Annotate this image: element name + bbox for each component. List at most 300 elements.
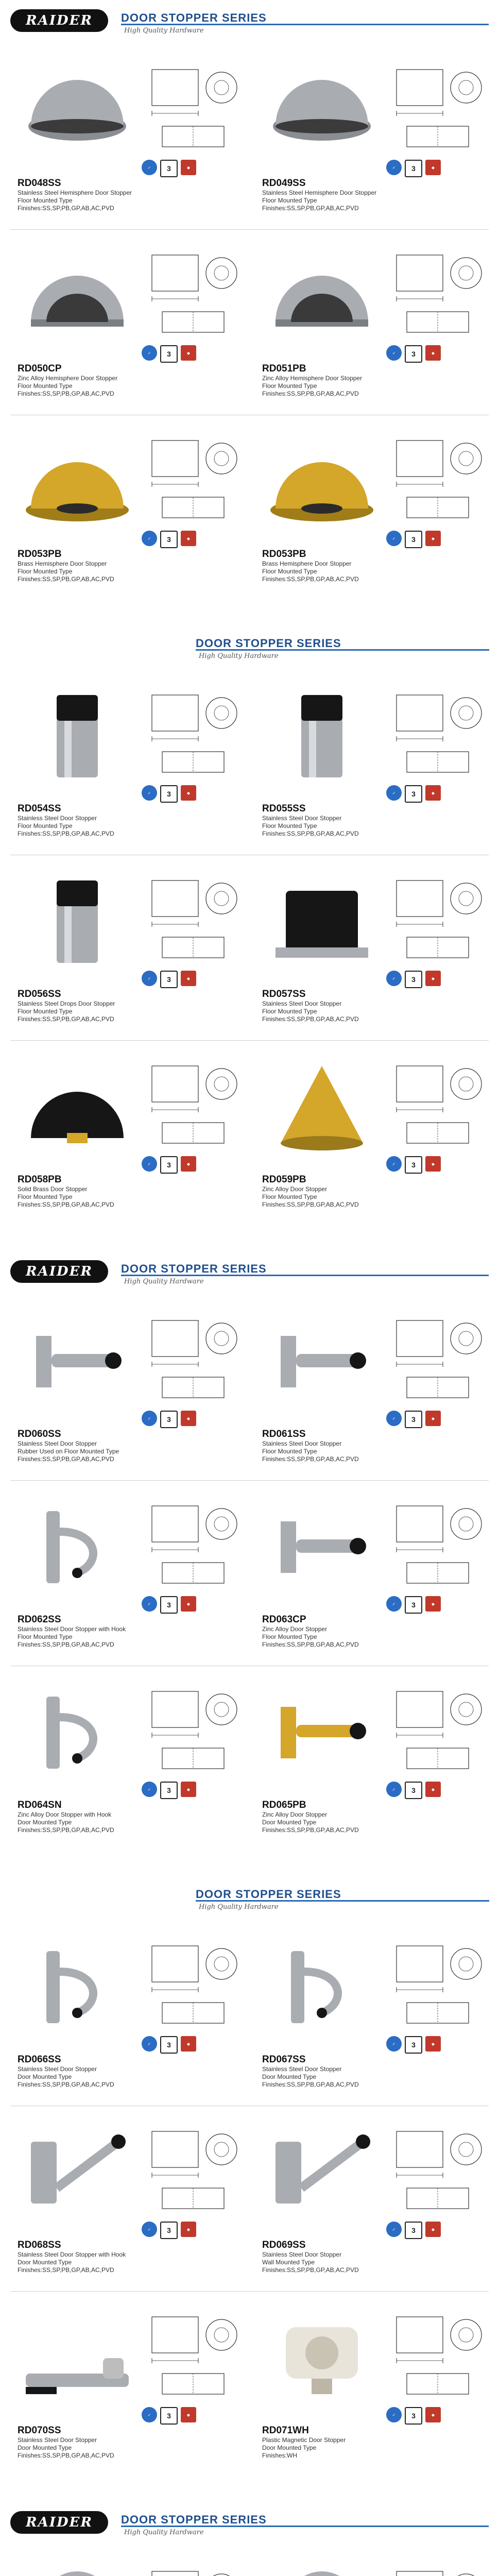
product-info — [262, 989, 489, 1023]
product-card[interactable] — [255, 2296, 492, 2482]
product-code: RD063CP — [262, 1614, 306, 1625]
product-photo — [260, 1300, 384, 1423]
badge-row — [142, 971, 196, 988]
product-code: RD053PB — [262, 549, 306, 560]
product-photo — [15, 674, 139, 798]
product-desc-line: Floor Mounted Type — [262, 822, 317, 829]
product-desc-line: Zinc Alloy Door Stopper — [262, 1625, 328, 1633]
product-desc-line: Finishes:SS,SP,PB,GP,AB,AC,PVD — [262, 830, 359, 837]
badge-row — [386, 2036, 441, 2054]
product-photo — [15, 1045, 139, 1169]
product-desc-line: Zinc Alloy Door Stopper — [262, 1811, 328, 1818]
product-desc-line: Finishes:SS,SP,PB,GP,AB,AC,PVD — [18, 205, 114, 212]
product-desc-line: Floor Mounted Type — [262, 1448, 317, 1455]
product-desc-line: Finishes:SS,SP,PB,GP,AB,AC,PVD — [18, 2081, 114, 2088]
product-info — [262, 1429, 489, 1463]
product-card[interactable] — [10, 674, 247, 860]
product-code: RD069SS — [262, 2240, 306, 2250]
certification-badge-icon: ✓ — [142, 1156, 157, 1172]
certification-badge-icon: ✓ — [142, 345, 157, 361]
badge-row — [142, 1411, 196, 1428]
product-card[interactable] — [10, 2551, 247, 2576]
certification-badge-icon: ✓ — [386, 345, 402, 361]
series-ribbon — [121, 2513, 489, 2536]
warranty-badge-icon: 3 — [405, 2222, 422, 2239]
finish-badge-icon: ◆ — [181, 1596, 196, 1612]
product-photo — [260, 2111, 384, 2234]
logo-wordmark: RAIDER — [26, 1264, 93, 1279]
page-header — [10, 1886, 489, 1909]
certification-badge-icon: ✓ — [142, 2407, 157, 2422]
product-desc-line: Finishes:WH — [262, 2452, 298, 2459]
product-desc-line: Stainless Steel Door Stopper — [262, 2065, 342, 2073]
finish-badge-icon: ◆ — [425, 785, 441, 801]
product-desc-line: Brass Hemisphere Door Stopper — [18, 560, 107, 567]
product-info — [18, 1614, 244, 1649]
certification-badge-icon: ✓ — [142, 785, 157, 801]
product-photo — [260, 674, 384, 798]
catalog-page — [0, 2502, 499, 2576]
certification-badge-icon: ✓ — [386, 971, 402, 986]
badge-row — [142, 785, 196, 803]
series-ribbon — [121, 1262, 489, 1285]
certification-badge-icon: ✓ — [142, 531, 157, 546]
finish-badge-icon: ◆ — [181, 2222, 196, 2237]
technical-drawing — [142, 1305, 245, 1408]
warranty-badge-icon: 3 — [160, 2222, 178, 2239]
product-card[interactable] — [10, 420, 247, 605]
product-desc-line: Finishes:SS,SP,PB,GP,AB,AC,PVD — [262, 1826, 359, 1834]
certification-badge-icon: ✓ — [386, 1156, 402, 1172]
technical-drawing — [142, 2116, 245, 2219]
product-desc-line: Floor Mounted Type — [18, 1193, 73, 1200]
technical-drawing — [142, 1676, 245, 1779]
product-desc-line: Door Mounted Type — [262, 1819, 317, 1826]
product-photo — [260, 1045, 384, 1169]
product-card[interactable] — [255, 1485, 492, 1671]
badge-row — [386, 160, 441, 177]
certification-badge-icon: ✓ — [142, 2036, 157, 2052]
product-desc-line: Door Mounted Type — [262, 2444, 317, 2451]
product-code: RD071WH — [262, 2425, 309, 2436]
badge-row — [386, 1596, 441, 1614]
product-code: RD058PB — [18, 1174, 62, 1185]
warranty-badge-icon: 3 — [405, 1596, 422, 1614]
product-code: RD054SS — [18, 803, 61, 814]
technical-drawing — [142, 1930, 245, 2033]
logo-wordmark: RAIDER — [26, 13, 93, 28]
series-title: DOOR STOPPER SERIES — [121, 1262, 267, 1275]
badge-row — [142, 2407, 196, 2425]
badge-row — [386, 2222, 441, 2239]
brand-logo — [10, 9, 108, 32]
warranty-badge-icon: 3 — [405, 531, 422, 548]
technical-drawing — [386, 2116, 489, 2219]
badge-row — [142, 160, 196, 177]
product-photo — [15, 1300, 139, 1423]
warranty-badge-icon: 3 — [160, 531, 178, 548]
product-info — [18, 1174, 244, 1209]
product-code: RD051PB — [262, 363, 306, 374]
finish-badge-icon: ◆ — [181, 160, 196, 175]
product-photo — [15, 49, 139, 173]
product-code: RD065PB — [262, 1800, 306, 1810]
product-desc-line: Zinc Alloy Hemisphere Door Stopper — [18, 375, 118, 382]
product-info — [18, 363, 244, 398]
finish-badge-icon: ◆ — [181, 971, 196, 986]
badge-row — [142, 1156, 196, 1174]
technical-drawing — [142, 425, 245, 528]
product-desc-line: Finishes:SS,SP,PB,GP,AB,AC,PVD — [18, 575, 114, 583]
technical-drawing — [386, 2556, 489, 2576]
product-code: RD057SS — [262, 989, 306, 999]
badge-row — [142, 2036, 196, 2054]
product-info — [262, 1800, 489, 1834]
certification-badge-icon: ✓ — [386, 2407, 402, 2422]
product-desc-line: Floor Mounted Type — [262, 1633, 317, 1640]
product-card[interactable] — [10, 2296, 247, 2482]
product-desc-line: Finishes:SS,SP,PB,GP,AB,AC,PVD — [18, 1641, 114, 1648]
page-header — [10, 635, 489, 658]
certification-badge-icon: ✓ — [386, 1596, 402, 1612]
product-desc-line: Finishes:SS,SP,PB,GP,AB,AC,PVD — [262, 1455, 359, 1463]
technical-drawing — [386, 54, 489, 157]
row-divider — [10, 2291, 489, 2292]
technical-drawing — [386, 1305, 489, 1408]
badge-row — [386, 2407, 441, 2425]
product-desc-line: Stainless Steel Door Stopper — [262, 1440, 342, 1447]
finish-badge-icon: ◆ — [425, 1596, 441, 1612]
technical-drawing — [386, 425, 489, 528]
product-info — [262, 178, 489, 212]
series-title: DOOR STOPPER SERIES — [196, 1888, 341, 1901]
product-card[interactable] — [255, 1925, 492, 2111]
product-info — [262, 363, 489, 398]
product-code: RD049SS — [262, 178, 306, 189]
finish-badge-icon: ◆ — [181, 345, 196, 361]
product-desc-line: Finishes:SS,SP,PB,GP,AB,AC,PVD — [18, 1455, 114, 1463]
series-subtitle: High Quality Hardware — [199, 652, 279, 660]
product-desc-line: Finishes:SS,SP,PB,GP,AB,AC,PVD — [18, 1826, 114, 1834]
technical-drawing — [386, 1930, 489, 2033]
product-photo — [15, 2296, 139, 2420]
product-desc-line: Finishes:SS,SP,PB,GP,AB,AC,PVD — [18, 830, 114, 837]
product-card[interactable] — [255, 2111, 492, 2296]
technical-drawing — [142, 680, 245, 783]
series-subtitle: High Quality Hardware — [199, 1903, 279, 1911]
product-desc-line: Finishes:SS,SP,PB,GP,AB,AC,PVD — [262, 1641, 359, 1648]
catalog-page — [0, 625, 499, 1251]
product-desc-line: Floor Mounted Type — [18, 568, 73, 575]
product-card[interactable] — [10, 1045, 247, 1231]
badge-row — [386, 1782, 441, 1799]
warranty-badge-icon: 3 — [405, 160, 422, 177]
series-title: DOOR STOPPER SERIES — [196, 637, 341, 650]
product-info — [18, 2240, 244, 2274]
product-desc-line: Stainless Steel Door Stopper — [18, 815, 97, 822]
product-desc-line: Door Mounted Type — [18, 2444, 72, 2451]
product-info — [262, 2240, 489, 2274]
product-card[interactable] — [255, 1671, 492, 1856]
product-info — [18, 2425, 244, 2460]
product-card[interactable] — [255, 1045, 492, 1231]
product-desc-line: Floor Mounted Type — [18, 382, 73, 389]
product-desc-line: Stainless Steel Door Stopper — [262, 1000, 342, 1007]
product-desc-line: Finishes:SS,SP,PB,GP,AB,AC,PVD — [18, 1201, 114, 1208]
logo-wordmark: RAIDER — [26, 2515, 93, 2530]
finish-badge-icon: ◆ — [181, 1411, 196, 1426]
product-desc-line: Plastic Magnetic Door Stopper — [262, 2436, 346, 2444]
product-desc-line: Finishes:SS,SP,PB,GP,AB,AC,PVD — [262, 2266, 359, 2274]
product-desc-line: Finishes:SS,SP,PB,GP,AB,AC,PVD — [18, 1015, 114, 1023]
certification-badge-icon: ✓ — [142, 1782, 157, 1797]
product-desc-line: Stainless Steel Door Stopper — [262, 2251, 342, 2258]
product-code: RD048SS — [18, 178, 61, 189]
finish-badge-icon: ◆ — [181, 1156, 196, 1172]
product-card[interactable] — [10, 1925, 247, 2111]
warranty-badge-icon: 3 — [160, 2407, 178, 2425]
product-desc-line: Floor Mounted Type — [18, 1633, 73, 1640]
product-desc-line: Zinc Alloy Door Stopper with Hook — [18, 1811, 112, 1818]
finish-badge-icon: ◆ — [181, 531, 196, 546]
finish-badge-icon: ◆ — [425, 2036, 441, 2052]
technical-drawing — [142, 2301, 245, 2404]
warranty-badge-icon: 3 — [160, 2036, 178, 2054]
badge-row — [386, 1411, 441, 1428]
page-header — [10, 9, 489, 33]
product-desc-line: Floor Mounted Type — [262, 382, 317, 389]
product-photo — [260, 49, 384, 173]
product-card[interactable] — [10, 1671, 247, 1856]
technical-drawing — [142, 1050, 245, 1154]
product-desc-line: Stainless Steel Door Stopper — [18, 1440, 97, 1447]
warranty-badge-icon: 3 — [405, 1782, 422, 1799]
technical-drawing — [386, 240, 489, 343]
series-ribbon — [121, 11, 489, 35]
product-info — [262, 1174, 489, 1209]
product-desc-line: Solid Brass Door Stopper — [18, 1185, 88, 1193]
technical-drawing — [386, 1490, 489, 1594]
product-code: RD067SS — [262, 2054, 306, 2065]
product-photo — [15, 860, 139, 984]
product-photo — [260, 2296, 384, 2420]
product-code: RD066SS — [18, 2054, 61, 2065]
badge-row — [142, 531, 196, 548]
product-desc-line: Finishes:SS,SP,PB,GP,AB,AC,PVD — [262, 205, 359, 212]
product-info — [18, 2054, 244, 2089]
certification-badge-icon: ✓ — [386, 2036, 402, 2052]
series-ribbon — [196, 1888, 489, 1911]
warranty-badge-icon: 3 — [405, 971, 422, 988]
certification-badge-icon: ✓ — [142, 971, 157, 986]
technical-drawing — [142, 865, 245, 968]
product-card[interactable] — [10, 860, 247, 1045]
series-subtitle: High Quality Hardware — [124, 2529, 204, 2536]
product-code: RD070SS — [18, 2425, 61, 2436]
product-code: RD061SS — [262, 1429, 306, 1439]
product-photo — [15, 2551, 139, 2576]
badge-row — [386, 971, 441, 988]
product-desc-line: Stainless Steel Hemisphere Door Stopper — [18, 189, 132, 196]
series-title: DOOR STOPPER SERIES — [121, 11, 267, 24]
product-card[interactable] — [10, 49, 247, 234]
finish-badge-icon: ◆ — [181, 2036, 196, 2052]
product-card[interactable] — [255, 420, 492, 605]
product-card[interactable] — [10, 1300, 247, 1485]
technical-drawing — [142, 54, 245, 157]
finish-badge-icon: ◆ — [181, 1782, 196, 1797]
finish-badge-icon: ◆ — [425, 2407, 441, 2422]
technical-drawing — [142, 2556, 245, 2576]
series-subtitle: High Quality Hardware — [124, 27, 204, 35]
product-card[interactable] — [255, 674, 492, 860]
technical-drawing — [142, 240, 245, 343]
technical-drawing — [386, 865, 489, 968]
certification-badge-icon: ✓ — [386, 2222, 402, 2237]
product-info — [18, 989, 244, 1023]
finish-badge-icon: ◆ — [425, 971, 441, 986]
product-card[interactable] — [255, 1300, 492, 1485]
certification-badge-icon: ✓ — [142, 1411, 157, 1426]
product-card[interactable] — [10, 234, 247, 420]
warranty-badge-icon: 3 — [405, 785, 422, 803]
product-desc-line: Floor Mounted Type — [18, 197, 73, 204]
product-desc-line: Finishes:SS,SP,PB,GP,AB,AC,PVD — [262, 2081, 359, 2088]
product-photo — [15, 420, 139, 544]
product-code: RD050CP — [18, 363, 62, 374]
certification-badge-icon: ✓ — [386, 785, 402, 801]
brand-logo — [10, 1260, 108, 1283]
catalog-page — [0, 1251, 499, 1876]
product-photo — [15, 1925, 139, 2049]
product-info — [18, 1800, 244, 1834]
warranty-badge-icon: 3 — [160, 971, 178, 988]
product-desc-line: Finishes:SS,SP,PB,GP,AB,AC,PVD — [18, 2266, 114, 2274]
product-code: RD060SS — [18, 1429, 61, 1439]
finish-badge-icon: ◆ — [425, 531, 441, 546]
warranty-badge-icon: 3 — [160, 1411, 178, 1428]
warranty-badge-icon: 3 — [405, 345, 422, 363]
product-desc-line: Wall Mounted Type — [262, 2259, 315, 2266]
warranty-badge-icon: 3 — [160, 1156, 178, 1174]
product-desc-line: Stainless Steel Door Stopper — [262, 815, 342, 822]
product-code: RD068SS — [18, 2240, 61, 2250]
product-desc-line: Floor Mounted Type — [262, 197, 317, 204]
badge-row — [386, 785, 441, 803]
product-desc-line: Finishes:SS,SP,PB,GP,AB,AC,PVD — [18, 390, 114, 397]
product-card[interactable] — [10, 2111, 247, 2296]
product-desc-line: Finishes:SS,SP,PB,GP,AB,AC,PVD — [18, 2452, 114, 2459]
product-desc-line: Door Mounted Type — [262, 2073, 317, 2080]
product-photo — [260, 2551, 384, 2576]
product-info — [18, 549, 244, 583]
warranty-badge-icon: 3 — [160, 785, 178, 803]
technical-drawing — [142, 1490, 245, 1594]
product-desc-line: Door Mounted Type — [18, 1819, 72, 1826]
finish-badge-icon: ◆ — [425, 345, 441, 361]
row-divider — [10, 1480, 489, 1481]
warranty-badge-icon: 3 — [405, 1156, 422, 1174]
technical-drawing — [386, 1050, 489, 1154]
product-desc-line: Finishes:SS,SP,PB,GP,AB,AC,PVD — [262, 1015, 359, 1023]
product-desc-line: Stainless Steel Hemisphere Door Stopper — [262, 189, 377, 196]
finish-badge-icon: ◆ — [181, 2407, 196, 2422]
row-divider — [10, 229, 489, 230]
badge-row — [142, 2222, 196, 2239]
product-photo — [260, 1671, 384, 1794]
finish-badge-icon: ◆ — [425, 2222, 441, 2237]
series-title: DOOR STOPPER SERIES — [121, 2513, 267, 2526]
certification-badge-icon: ✓ — [386, 160, 402, 175]
product-photo — [260, 1925, 384, 2049]
product-card[interactable] — [255, 234, 492, 420]
product-desc-line: Finishes:SS,SP,PB,GP,AB,AC,PVD — [262, 575, 359, 583]
badge-row — [142, 1782, 196, 1799]
warranty-badge-icon: 3 — [405, 1411, 422, 1428]
product-desc-line: Stainless Steel Door Stopper with Hook — [18, 2251, 126, 2258]
finish-badge-icon: ◆ — [181, 785, 196, 801]
certification-badge-icon: ✓ — [142, 1596, 157, 1612]
product-photo — [260, 860, 384, 984]
page-header — [10, 1260, 489, 1284]
badge-row — [386, 531, 441, 548]
product-desc-line: Floor Mounted Type — [262, 1008, 317, 1015]
product-card[interactable] — [255, 860, 492, 1045]
catalog-page — [0, 0, 499, 625]
badge-row — [142, 1596, 196, 1614]
warranty-badge-icon: 3 — [160, 345, 178, 363]
badge-row — [386, 1156, 441, 1174]
product-info — [262, 2054, 489, 2089]
catalog-page — [0, 1876, 499, 2502]
certification-badge-icon: ✓ — [386, 531, 402, 546]
product-desc-line: Stainless Steel Door Stopper — [18, 2065, 97, 2073]
warranty-badge-icon: 3 — [160, 1782, 178, 1799]
product-photo — [15, 1485, 139, 1609]
product-code: RD053PB — [18, 549, 62, 560]
product-card[interactable] — [255, 49, 492, 234]
certification-badge-icon: ✓ — [142, 2222, 157, 2237]
technical-drawing — [386, 680, 489, 783]
product-card[interactable] — [10, 1485, 247, 1671]
certification-badge-icon: ✓ — [386, 1411, 402, 1426]
product-code: RD056SS — [18, 989, 61, 999]
brand-logo — [10, 2511, 108, 2534]
product-card[interactable] — [255, 2551, 492, 2576]
row-divider — [10, 1040, 489, 1041]
finish-badge-icon: ◆ — [425, 1156, 441, 1172]
product-desc-line: Stainless Steel Door Stopper — [18, 2436, 97, 2444]
product-photo — [15, 1671, 139, 1794]
finish-badge-icon: ◆ — [425, 160, 441, 175]
product-desc-line: Door Mounted Type — [18, 2073, 72, 2080]
product-code: RD055SS — [262, 803, 306, 814]
warranty-badge-icon: 3 — [160, 160, 178, 177]
product-info — [262, 549, 489, 583]
finish-badge-icon: ◆ — [425, 1782, 441, 1797]
warranty-badge-icon: 3 — [405, 2407, 422, 2425]
product-desc-line: Finishes:SS,SP,PB,GP,AB,AC,PVD — [262, 390, 359, 397]
product-desc-line: Floor Mounted Type — [18, 1008, 73, 1015]
product-code: RD059PB — [262, 1174, 306, 1185]
certification-badge-icon: ✓ — [142, 160, 157, 175]
product-desc-line: Stainless Steel Door Stopper with Hook — [18, 1625, 126, 1633]
product-desc-line: Floor Mounted Type — [262, 1193, 317, 1200]
product-code: RD064SN — [18, 1800, 62, 1810]
product-info — [18, 803, 244, 838]
badge-row — [142, 345, 196, 363]
product-desc-line: Zinc Alloy Door Stopper — [262, 1185, 328, 1193]
